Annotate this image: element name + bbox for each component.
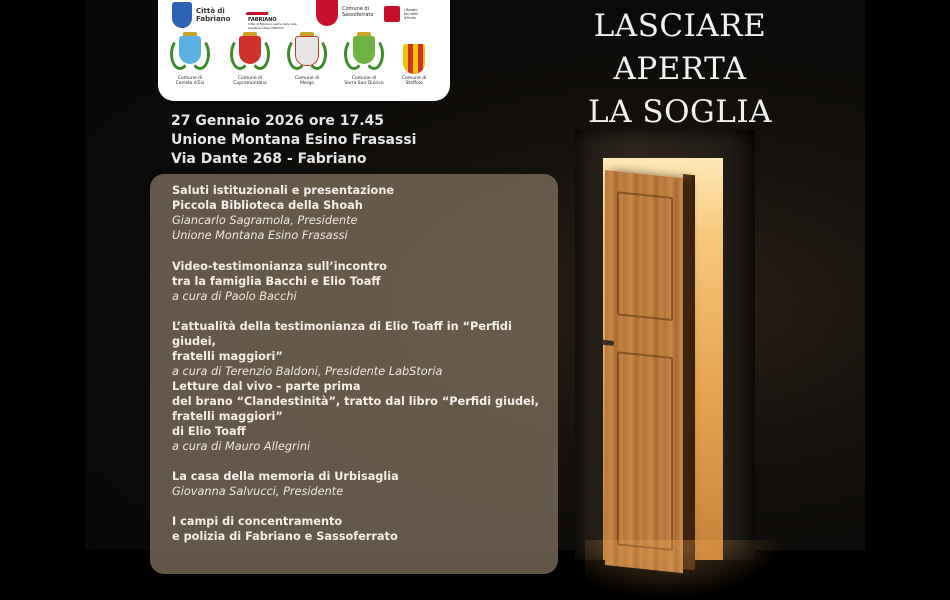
- event-address: Via Dante 268 - Fabriano: [171, 151, 367, 167]
- program-item: [172, 319, 552, 379]
- event-venue: Unione Montana Esino Frasassi: [171, 132, 417, 148]
- cerreto-label: Comune di Cerreto d'Esi: [175, 76, 205, 86]
- open-door-illustration: [575, 130, 755, 550]
- program-item: [172, 183, 552, 243]
- fabriano-crest-icon: [172, 2, 192, 28]
- program-credit: Giancarlo Sagramola, Presidente: [172, 214, 358, 227]
- program-credit: Giovanna Salvucci, Presidente: [172, 485, 344, 498]
- program-credit: a cura di Terenzio Baldoni, Presidente LabStoria: [172, 365, 443, 378]
- program-heading: di Elio Toaff: [172, 425, 246, 438]
- door-panel: [605, 170, 683, 573]
- serra-crest-icon: [344, 36, 384, 74]
- program-heading: del brano “Clandestinità”, tratto dal libro “Perfidi giudei,: [172, 395, 539, 408]
- event-info: [171, 112, 416, 169]
- cupramontana-logo: [230, 36, 270, 86]
- fabriano-unesco-label: FABRIANO: [248, 17, 277, 23]
- floor-glow: [585, 540, 785, 600]
- poster-title: [555, 5, 805, 134]
- cupramontana-label: Comune di Cupramontana: [233, 76, 267, 86]
- program-heading: Letture dal vivo - parte prima: [172, 380, 361, 393]
- program-heading: tra la famiglia Bacchi e Elio Toaff: [172, 275, 381, 288]
- title-line-2: APERTA: [613, 51, 747, 87]
- program-heading: Saluti istituzionali e presentazione: [172, 184, 395, 197]
- fabriano-unesco-sub: Città di Fabriano parte della rete Creative Cities UNESCO: [248, 22, 297, 30]
- mergo-label: Comune di Mergo: [294, 76, 320, 86]
- program-credit: a cura di Mauro Allegrini: [172, 440, 311, 453]
- program-heading: fratelli maggiori”: [172, 410, 283, 423]
- program-heading: La casa della memoria di Urbisaglia: [172, 470, 399, 483]
- cerreto-logo: [170, 36, 210, 86]
- borghi-logo: [384, 6, 418, 22]
- sponsor-logos-card: [158, 0, 450, 101]
- mergo-logo: [287, 36, 327, 86]
- fabriano-city-label: Città di Fabriano: [196, 7, 231, 23]
- fabriano-unesco-logo: [248, 2, 316, 30]
- title-line-3: LA SOGLIA: [588, 94, 772, 130]
- program-credit: Unione Montana Esino Frasassi: [172, 229, 348, 242]
- program-box: [150, 174, 558, 574]
- cupramontana-crest-icon: [230, 36, 270, 74]
- program-item: [172, 469, 552, 499]
- fabriano-city-logo: [172, 2, 230, 28]
- cerreto-crest-icon: [170, 36, 210, 74]
- door-edge: [683, 174, 695, 570]
- title-line-1: LASCIARE: [593, 8, 767, 44]
- serra-label: Comune di Serra San Quirico: [344, 76, 384, 86]
- program-heading: fratelli maggiori”: [172, 350, 283, 363]
- staffolo-logo: [402, 36, 426, 86]
- program-item: [172, 514, 552, 544]
- staffolo-label: Comune di Staffolo: [402, 76, 427, 86]
- program-item: [172, 379, 552, 454]
- door-upper-panel: [617, 191, 673, 321]
- fabriano-unesco-icon: [246, 2, 273, 15]
- program-heading: e polizia di Fabriano e Sassoferrato: [172, 530, 398, 543]
- program-heading: I campi di concentramento: [172, 515, 343, 528]
- mergo-crest-icon: [287, 36, 327, 74]
- program-heading: Video-testimonianza sull’incontro: [172, 260, 387, 273]
- sassoferrato-logo: [316, 0, 373, 26]
- event-date: 27 Gennaio 2026 ore 17.45: [171, 113, 385, 129]
- borghi-label: I Borghi più belli d'Italia: [404, 8, 418, 20]
- program-credit: a cura di Paolo Bacchi: [172, 290, 297, 303]
- sassoferrato-crest-icon: [316, 0, 338, 26]
- staffolo-crest-icon: [403, 36, 425, 74]
- program-heading: Piccola Biblioteca della Shoah: [172, 199, 363, 212]
- door-lower-panel: [617, 351, 673, 551]
- program-item: [172, 259, 552, 304]
- sassoferrato-label: Comune di Sassoferrato: [342, 6, 374, 18]
- program-heading: L’attualità della testimonianza di Elio Toaff in “Perfidi giudei,: [172, 320, 512, 348]
- borghi-castle-icon: [384, 6, 400, 22]
- serra-logo: [344, 36, 384, 86]
